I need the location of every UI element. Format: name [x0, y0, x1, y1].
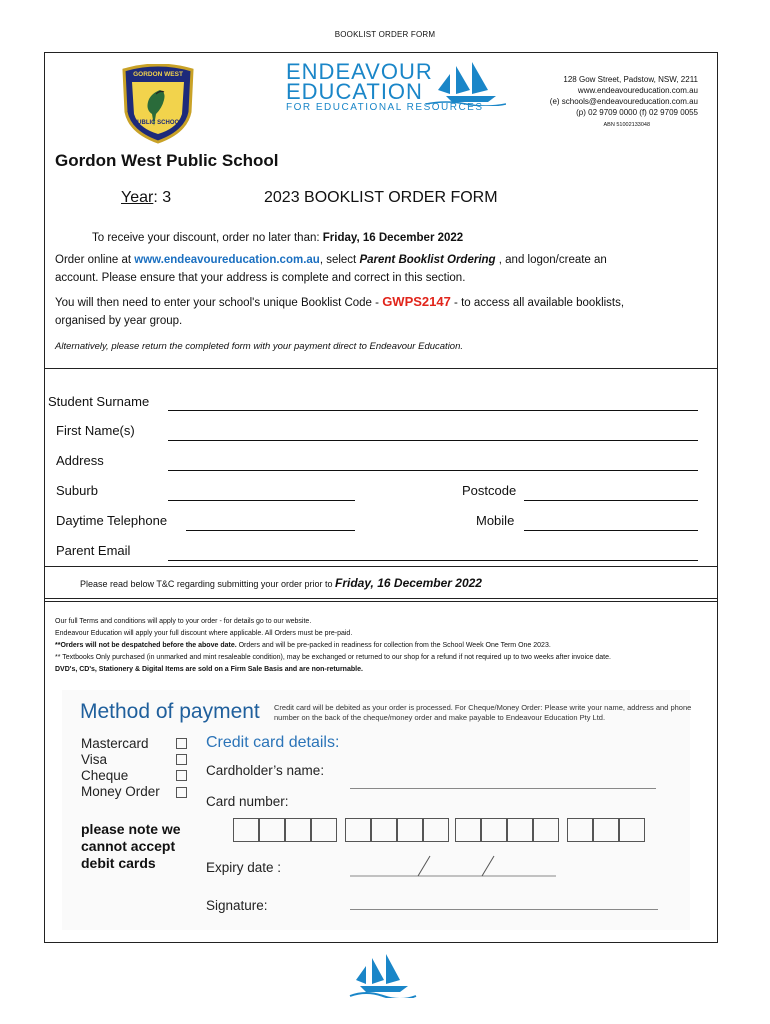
section-divider [44, 601, 718, 602]
card-digit-box[interactable] [593, 818, 619, 842]
logo-line2: EDUCATION [286, 79, 423, 104]
contact-abn: ABN 51002133048 [603, 122, 650, 128]
card-digit-box[interactable] [507, 818, 533, 842]
terms-line [55, 640, 715, 652]
warning-line1: please note we [81, 821, 181, 837]
expiry-date-input[interactable] [350, 854, 560, 878]
address-label: Address [56, 453, 104, 468]
parent-email-label: Parent Email [56, 543, 131, 558]
mastercard-checkbox[interactable] [176, 738, 187, 749]
terms-bold: **Orders will not be despatched before the above date. [55, 642, 237, 649]
crest-text-bottom: PUBLIC SCHOOL [133, 120, 183, 126]
alternative-note: Alternatively, please return the completed form with your payment direct to Endeavour Education. [55, 341, 464, 352]
card-digit-box[interactable] [345, 818, 371, 842]
tc-banner [80, 576, 482, 590]
card-digit-box[interactable] [423, 818, 449, 842]
terms-block [55, 616, 715, 676]
daytime-telephone-input-line[interactable] [186, 530, 355, 531]
discount-text: To receive your discount, order no later than: [92, 232, 320, 244]
address-input-line[interactable] [168, 470, 698, 471]
discount-line [92, 229, 463, 247]
terms-line: DVD's, CD's, Stationery & Digital Items are sold on a Firm Sale Basis and are non-returnable. [55, 666, 363, 673]
warning-line2: cannot accept [81, 838, 176, 854]
method-money-order-label: Money Order [81, 784, 160, 799]
school-crest-logo [116, 64, 200, 144]
cardholder-label: Cardholder’s name: [206, 763, 325, 778]
card-digit-box[interactable] [567, 818, 593, 842]
suburb-label: Suburb [56, 483, 98, 498]
year-label: Year [121, 189, 154, 206]
tc-banner-date: Friday, 16 December 2022 [334, 576, 482, 590]
mobile-label: Mobile [476, 513, 515, 528]
surname-label: Student Surname [48, 394, 150, 409]
first-name-input-line[interactable] [168, 440, 698, 441]
online-suffix: , and logon/create an [498, 254, 607, 266]
debit-card-warning [81, 821, 181, 872]
expiry-date-label: Expiry date : [206, 860, 282, 875]
card-digit-box[interactable] [259, 818, 285, 842]
card-digit-box[interactable] [481, 818, 507, 842]
online-prefix: Order online at [55, 254, 132, 266]
card-digit-box[interactable] [233, 818, 259, 842]
section-divider [44, 566, 718, 567]
method-visa-label: Visa [81, 752, 108, 767]
terms-line: Our full Terms and conditions will apply to your order - for details go to our website. [55, 618, 312, 625]
school-name: Gordon West Public School [55, 151, 279, 170]
signature-input-line[interactable] [350, 909, 658, 910]
tc-banner-text: Please read below T&C regarding submitting your order prior to [80, 579, 333, 589]
ship-icon [348, 952, 418, 998]
contact-email[interactable]: (e) schools@endeavoureducation.com.au [549, 97, 698, 106]
section-divider [44, 368, 718, 369]
booklist-code: GWPS2147 [382, 294, 451, 309]
daytime-telephone-label: Daytime Telephone [56, 513, 168, 528]
card-digit-box[interactable] [397, 818, 423, 842]
suburb-input-line[interactable] [168, 500, 355, 501]
card-number-boxes[interactable] [233, 818, 653, 842]
terms-rest: Orders and will be pre-packed in readiness for collection from the School Week One Term One 2023. [236, 642, 551, 649]
payment-title: Method of payment [80, 700, 260, 723]
endeavour-education-logo [286, 59, 506, 124]
payment-panel [62, 690, 690, 930]
logo-tagline: FOR EDUCATIONAL RESOURCES [286, 102, 484, 113]
contact-block [550, 74, 698, 118]
online-line2: account. Please ensure that your address is complete and correct in this section. [55, 272, 466, 284]
card-digit-box[interactable] [311, 818, 337, 842]
cheque-checkbox[interactable] [176, 770, 187, 781]
discount-date: Friday, 16 December 2022 [322, 232, 464, 244]
parent-booklist-link: Parent Booklist Ordering [359, 254, 496, 266]
postcode-label: Postcode [462, 483, 517, 498]
form-title: 2023 BOOKLIST ORDER FORM [264, 189, 498, 206]
mobile-input-line[interactable] [524, 530, 698, 531]
year-line [121, 189, 171, 207]
card-digit-box[interactable] [455, 818, 481, 842]
visa-checkbox[interactable] [176, 754, 187, 765]
card-digit-box[interactable] [285, 818, 311, 842]
payment-note: Credit card will be debited as your order is processed. For Cheque/Money Order: Please write your name, address and phone number on the back of the cheque/money order and make payable to Endeavour Education Pty Ltd. [274, 703, 692, 722]
online-paragraph [55, 251, 705, 287]
signature-label: Signature: [206, 898, 268, 913]
card-number-label: Card number: [206, 794, 289, 809]
section-divider [44, 598, 718, 599]
first-name-label: First Name(s) [56, 423, 135, 438]
code-paragraph [55, 293, 705, 330]
contact-phone: (p) 02 9709 0000 (f) 02 9709 0055 [576, 108, 698, 117]
card-digit-box[interactable] [619, 818, 645, 842]
online-mid: , select [319, 254, 357, 266]
surname-input-line[interactable] [168, 410, 698, 411]
terms-line: ** Textbooks Only purchased (in unmarked and mint resaleable condition), may be exchanged or returned to our shop for a refund if not required up to two weeks after invoice date. [55, 654, 611, 661]
method-cheque-label: Cheque [81, 768, 129, 783]
logo-line1: ENDEAVOUR [286, 59, 433, 84]
code-prefix: You will then need to enter your school's unique Booklist Code - [55, 297, 379, 309]
warning-line3: debit cards [81, 855, 156, 871]
cardholder-input-line[interactable] [350, 788, 656, 789]
code-suffix: - to access all available booklists, [454, 297, 625, 309]
ship-icon [426, 60, 506, 106]
website-link[interactable]: www.endeavoureducation.com.au [134, 254, 320, 266]
contact-address: 128 Gow Street, Padstow, NSW, 2211 [563, 75, 698, 84]
page-top-title: BOOKLIST ORDER FORM [334, 30, 436, 39]
code-line2: organised by year group. [55, 315, 183, 327]
credit-card-title: Credit card details: [206, 734, 340, 751]
year-value: : 3 [153, 189, 172, 206]
contact-web[interactable]: www.endeavoureducation.com.au [577, 86, 698, 95]
terms-line: Endeavour Education will apply your full discount where applicable. All Orders must be pre-paid. [55, 630, 353, 637]
card-digit-box[interactable] [371, 818, 397, 842]
money-order-checkbox[interactable] [176, 787, 187, 798]
crest-text-top: GORDON WEST [133, 71, 183, 78]
parent-email-input-line[interactable] [168, 560, 698, 561]
method-mastercard-label: Mastercard [81, 736, 149, 751]
postcode-input-line[interactable] [524, 500, 698, 501]
card-digit-box[interactable] [533, 818, 559, 842]
